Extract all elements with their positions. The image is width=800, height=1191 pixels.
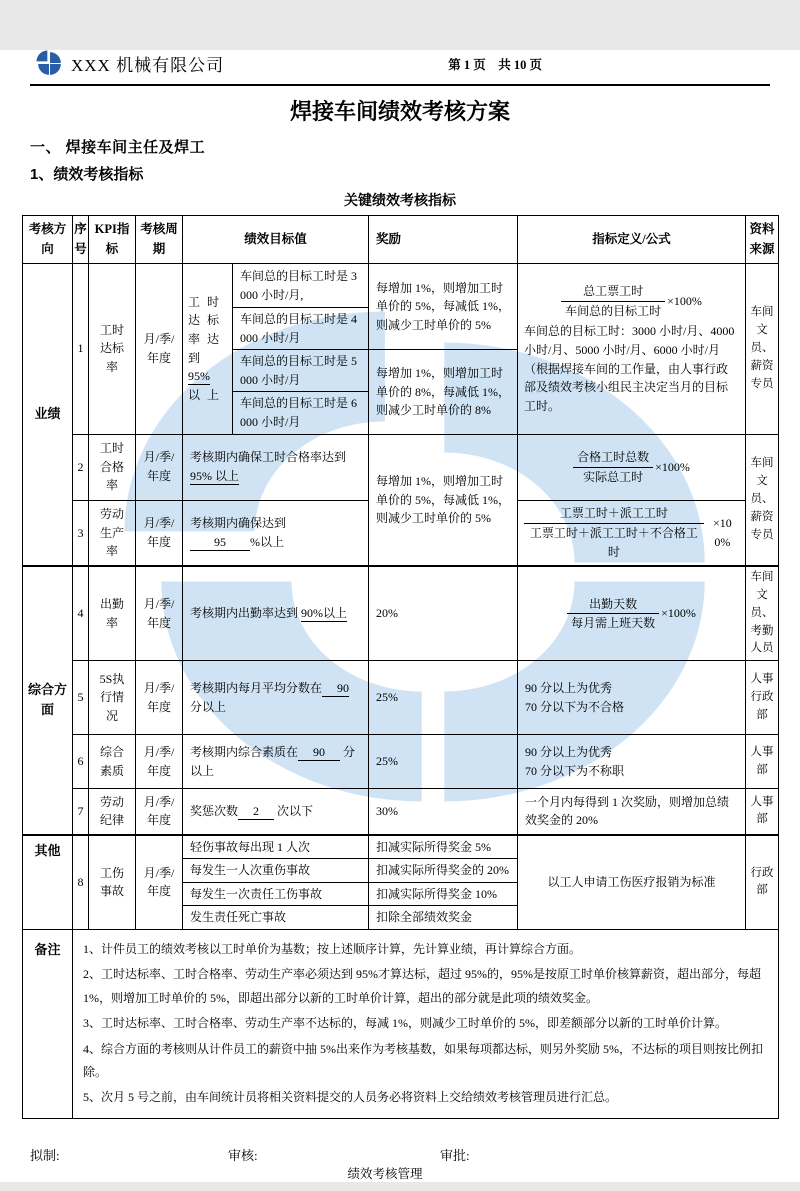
kpi4-name: 出勤率 xyxy=(89,566,136,661)
table-row xyxy=(23,566,779,661)
footer-caption: 绩效考核管理 xyxy=(347,1166,423,1181)
kpi5-def-line1: 90 分以上为优秀 xyxy=(525,681,613,696)
page-number: 第 1 页 共 10 页 xyxy=(448,57,542,72)
kpi5-target xyxy=(183,661,369,735)
company-logo-icon xyxy=(36,50,63,77)
kpi5-reward: 25% xyxy=(369,661,518,735)
kpi5-target-suffix: 分以上 xyxy=(190,699,227,714)
kpi8-penalty-2: 扣减实际所得奖金的 20% xyxy=(369,859,518,883)
kpi4-no: 4 xyxy=(73,566,89,661)
kpi1-period: 月/季/年度 xyxy=(136,264,183,435)
kpi7-target-suffix: 次以下 xyxy=(274,804,314,819)
reviewed-label: 审核: xyxy=(228,1147,258,1163)
kpi6-source: 人事部 xyxy=(746,735,779,789)
kpi8-source: 行政部 xyxy=(746,835,779,930)
kpi3-target-text: 考核期内确保达到 xyxy=(190,516,287,531)
kpi1-name: 工时达标率 xyxy=(89,264,136,435)
kpi5-target-text: 考核期内每月平均分数在 xyxy=(190,681,323,696)
kpi2-no: 2 xyxy=(73,434,89,500)
kpi6-period: 月/季/年度 xyxy=(136,735,183,789)
kpi1-side-underline-wrap xyxy=(188,367,227,386)
kpi8-name: 工伤事故 xyxy=(89,835,136,930)
kpi1-side-suffix: 以上 xyxy=(188,388,227,403)
kpi3-target xyxy=(183,500,369,566)
kpi1-target-6000: 车间总的目标工时是 6000 小时/月 xyxy=(233,392,369,434)
kpi2-formula-denominator: 实际总工时 xyxy=(583,469,644,484)
table-title: 关键绩效考核指标 xyxy=(344,192,456,208)
kpi1-formula-numerator: 总工票工时 xyxy=(561,282,665,302)
kpi5-source: 人事行政部 xyxy=(746,661,779,735)
kpi3-name: 劳动生产率 xyxy=(89,500,136,566)
kpi7-target-text: 奖惩次数 xyxy=(190,804,239,819)
kpi2-name: 工时合格率 xyxy=(89,434,136,500)
kpi7-source: 人事部 xyxy=(746,789,779,835)
kpi6-def-line1: 90 分以上为优秀 xyxy=(525,745,613,760)
section-heading-1: 一、 焊接车间主任及焊工 xyxy=(30,139,206,156)
note-item-5: 5、次月 5 号之前，由车间统计员将相关资料提交的人员务必将资料上交给绩效考核管理员进行汇总。 xyxy=(83,1090,618,1105)
kpi8-penalty-1: 扣减实际所得奖金 5% xyxy=(369,835,518,859)
kpi7-name: 劳动纪律 xyxy=(89,789,136,835)
kpi8-period: 月/季/年度 xyxy=(136,835,183,930)
kpi1-formula-note: 车间总的目标工时：3000 小时/月、4000 小时/月、5000 小时/月、6000 小时/月（根据焊接车间的工作量，由人事行政部及绩效考核小组民主决定当月的目标工时。 xyxy=(524,324,735,413)
table-row xyxy=(23,789,779,835)
kpi23-source: 车间文员、薪资专员 xyxy=(746,434,779,566)
kpi1-side-text: 工时达标率达到 xyxy=(188,294,227,365)
kpi3-target-value: 95 xyxy=(190,534,251,549)
kpi2-formula xyxy=(518,434,746,500)
kpi7-no: 7 xyxy=(73,789,89,835)
kpi4-reward: 20% xyxy=(369,566,518,661)
kpi2-period: 月/季/年度 xyxy=(136,434,183,500)
kpi4-source: 车间文员、考勤人员 xyxy=(746,566,779,661)
table-header-row xyxy=(23,216,779,264)
kpi4-formula-suffix: ×100% xyxy=(661,606,696,621)
col-header-kpi: KPI指标 xyxy=(89,216,136,264)
kpi5-period: 月/季/年度 xyxy=(136,661,183,735)
kpi8-case-2: 每发生一人次重伤事故 xyxy=(183,859,369,883)
col-header-reward: 奖励 xyxy=(369,216,518,264)
kpi5-definition xyxy=(518,661,746,735)
kpi3-formula xyxy=(518,500,746,566)
kpi1-target-4000: 车间总的目标工时是 4000 小时/月 xyxy=(233,308,369,350)
col-header-formula: 指标定义/公式 xyxy=(518,216,746,264)
kpi8-case-4: 发生责任死亡事故 xyxy=(183,906,369,930)
group-performance: 业绩 xyxy=(23,264,73,567)
kpi8-formula: 以工人申请工伤医疗报销为标准 xyxy=(518,835,746,930)
group-comprehensive: 综合方面 xyxy=(23,566,73,835)
kpi6-target-text: 考核期内综合素质在 xyxy=(190,745,299,760)
kpi8-case-1: 轻伤事故每出现 1 人次 xyxy=(183,835,369,859)
table-row xyxy=(23,661,779,735)
kpi6-target-value: 90 xyxy=(298,745,341,760)
kpi6-def-line2: 70 分以下为不称职 xyxy=(525,763,625,778)
kpi1-reward-low: 每增加 1%，则增加工时单价的 5%，每减低 1%，则减少工时单价的 5% xyxy=(369,264,518,350)
table-row xyxy=(23,434,779,500)
note-item-2: 2、工时达标率、工时合格率、劳动生产率必须达到 95%才算达标，超过 95%的，95%是按原工时单价核算薪资，超出部分，每超 1%，则增加工时单价的 5%，即超出部分以新的工时单价计算，超出的部分就是此项的绩效奖金。 xyxy=(83,967,761,1005)
kpi1-formula xyxy=(518,264,746,435)
kpi1-formula-suffix: ×100% xyxy=(667,294,702,308)
kpi4-target-value: 90%以上 xyxy=(301,606,348,621)
kpi4-formula-numerator: 出勤天数 xyxy=(567,595,659,615)
kpi23-reward: 每增加 1%，则增加工时单价的 5%，每减低 1%，则减少工时单价的 5% xyxy=(369,434,518,566)
kpi6-name: 综合素质 xyxy=(89,735,136,789)
kpi2-target-value: 95% 以上 xyxy=(190,469,239,484)
kpi4-period: 月/季/年度 xyxy=(136,566,183,661)
drafted-label: 拟制: xyxy=(30,1147,60,1163)
kpi4-target xyxy=(183,566,369,661)
kpi6-definition xyxy=(518,735,746,789)
signoff-footer xyxy=(0,1145,800,1191)
kpi6-target-suffix: 分以上 xyxy=(190,745,356,778)
kpi8-penalty-3: 扣减实际所得奖金 10% xyxy=(369,882,518,906)
kpi-table xyxy=(22,215,779,1119)
document-header xyxy=(36,50,770,77)
kpi7-period: 月/季/年度 xyxy=(136,789,183,835)
kpi5-def-line2: 70 分以下为不合格 xyxy=(525,699,625,714)
document-title: 焊接车间绩效考核方案 xyxy=(289,99,510,124)
kpi3-no: 3 xyxy=(73,500,89,566)
section-heading-2: 1、绩效考核指标 xyxy=(30,166,144,183)
kpi1-fraction xyxy=(524,282,739,320)
table-row xyxy=(23,835,779,859)
notes-label: 备注 xyxy=(23,930,73,1119)
col-header-direction: 考核方向 xyxy=(23,216,73,264)
kpi3-target-suffix: %以上 xyxy=(250,534,285,549)
kpi3-period: 月/季/年度 xyxy=(136,500,183,566)
kpi8-penalty-4: 扣除全部绩效奖金 xyxy=(369,906,518,930)
approved-label: 审批: xyxy=(440,1147,470,1163)
table-row xyxy=(23,735,779,789)
table-row xyxy=(23,264,779,308)
kpi4-target-text: 考核期内出勤率达到 xyxy=(190,606,302,621)
notes-content xyxy=(73,930,779,1119)
kpi2-target-text: 考核期内确保工时合格率达到 xyxy=(190,450,347,465)
col-header-no: 序号 xyxy=(73,216,89,264)
kpi1-source: 车间文员、薪资专员 xyxy=(746,264,779,435)
note-item-1: 1、计件员工的绩效考核以工时单价为基数；按上述顺序计算，先计算业绩，再计算综合方面。 xyxy=(83,942,582,956)
kpi1-target-side xyxy=(183,264,233,435)
note-item-4: 4、综合方面的考核则从计件员工的薪资中抽 5%出来作为考核基数，如果每项都达标，则另外奖励 5%，不达标的项目则按比例扣除。 xyxy=(83,1041,763,1079)
kpi-table-container xyxy=(22,215,778,1119)
kpi1-target-5000: 车间总的目标工时是 5000 小时/月 xyxy=(233,350,369,392)
col-header-period: 考核周期 xyxy=(136,216,183,264)
notes-row xyxy=(23,930,779,1119)
kpi4-formula xyxy=(518,566,746,661)
col-header-target: 绩效目标值 xyxy=(183,216,369,264)
kpi1-side-value: 95% xyxy=(188,369,210,384)
group-other: 其他 xyxy=(23,835,73,930)
kpi7-definition: 一个月内每得到 1 次奖励，则增加总绩效奖金的 20% xyxy=(518,789,746,835)
kpi6-reward: 25% xyxy=(369,735,518,789)
kpi6-no: 6 xyxy=(73,735,89,789)
kpi5-no: 5 xyxy=(73,661,89,735)
kpi1-reward-high: 每增加 1%，则增加工时单价的 8%，每减低 1%，则减少工时单价的 8% xyxy=(369,350,518,434)
note-item-3: 3、工时达标率、工时合格率、劳动生产率不达标的，每减 1%，则减少工时单价的 5%，即差额部分以新的工时单价计算。 xyxy=(83,1016,727,1031)
kpi3-formula-denominator: 工票工时＋派工工时＋不合格工时 xyxy=(529,526,698,559)
kpi5-name: 5S执行情况 xyxy=(89,661,136,735)
kpi8-case-3: 每发生一次责任工伤事故 xyxy=(183,882,369,906)
kpi1-target-3000: 车间总的目标工时是 3000 小时/月, xyxy=(233,264,369,308)
kpi6-target xyxy=(183,735,369,789)
col-header-source: 资料来源 xyxy=(746,216,779,264)
kpi5-target-value: 90 xyxy=(322,681,350,696)
kpi7-target-value: 2 xyxy=(238,804,275,819)
kpi7-target xyxy=(183,789,369,835)
header-rule xyxy=(30,84,770,86)
kpi2-formula-suffix: ×100% xyxy=(655,459,690,474)
kpi2-target xyxy=(183,434,369,500)
kpi1-formula-denominator: 车间总的目标工时 xyxy=(565,303,662,318)
kpi7-reward: 30% xyxy=(369,789,518,835)
kpi3-formula-numerator: 工票工时＋派工工时 xyxy=(524,504,704,524)
kpi4-formula-denominator: 每月需上班天数 xyxy=(571,616,656,631)
kpi2-formula-numerator: 合格工时总数 xyxy=(573,448,653,468)
kpi3-formula-suffix: ×100% xyxy=(713,516,732,549)
kpi1-no: 1 xyxy=(73,264,89,435)
company-name: XXX 机械有限公司 xyxy=(71,56,225,75)
document-page xyxy=(0,50,800,1182)
kpi8-no: 8 xyxy=(73,835,89,930)
